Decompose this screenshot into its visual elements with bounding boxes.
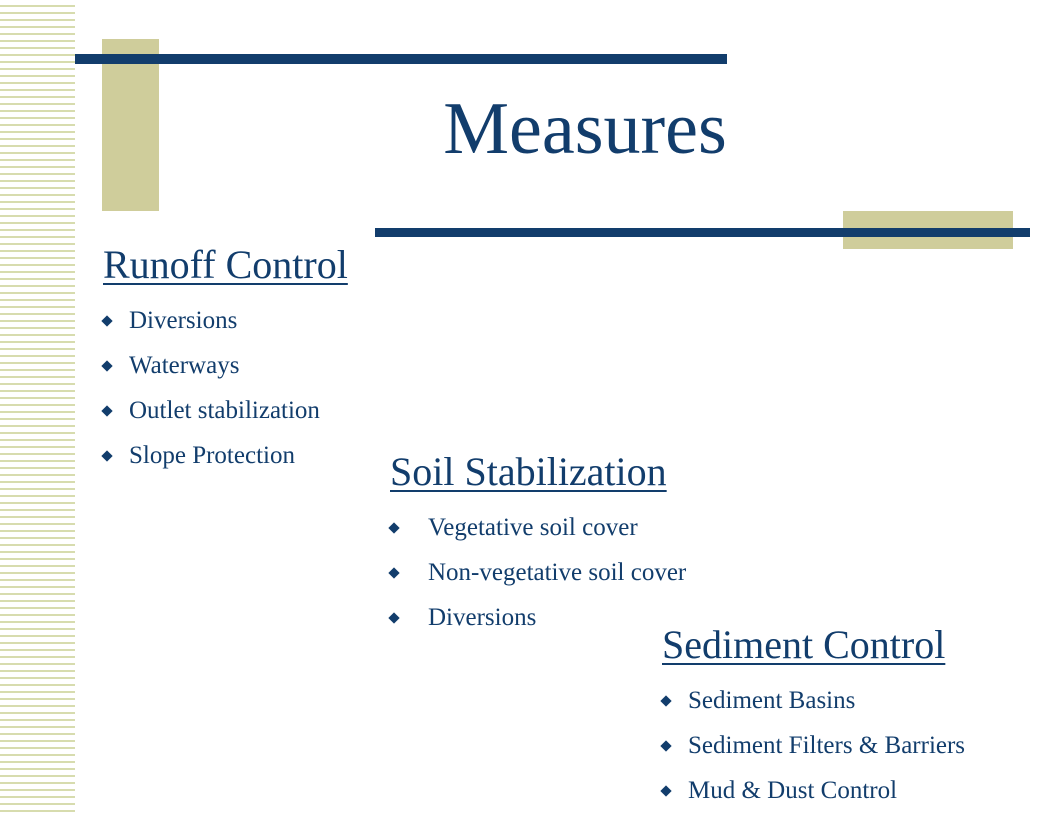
diamond-bullet-icon — [388, 612, 399, 623]
list-item-label: Slope Protection — [129, 441, 295, 469]
list-item-label: Sediment Basins — [688, 686, 856, 714]
soil-stabilization-list — [390, 505, 686, 640]
runoff-control-section — [103, 242, 348, 478]
diamond-bullet-icon — [101, 405, 112, 416]
list-item — [103, 433, 348, 478]
list-item — [662, 678, 965, 723]
list-item — [662, 768, 965, 813]
decorative-vertical-accent-bar — [102, 39, 159, 211]
list-item — [103, 388, 348, 433]
list-item-label: Sediment Filters & Barriers — [688, 731, 966, 759]
diamond-bullet-icon — [101, 450, 112, 461]
sediment-control-list — [662, 678, 965, 813]
diamond-bullet-icon — [388, 522, 399, 533]
diamond-bullet-icon — [388, 567, 399, 578]
diamond-bullet-icon — [660, 695, 671, 706]
soil-stabilization-section — [390, 449, 687, 640]
section-heading-soil-stabilization: Soil Stabilization — [390, 449, 667, 494]
list-item — [103, 298, 348, 343]
list-item — [390, 505, 686, 550]
diamond-bullet-icon — [660, 740, 671, 751]
list-item — [662, 723, 965, 768]
list-item-label: Outlet stabilization — [129, 396, 320, 424]
decorative-top-rule — [75, 54, 727, 64]
section-heading-sediment-control: Sediment Control — [662, 622, 946, 667]
slide-title: Measures — [443, 88, 727, 170]
diamond-bullet-icon — [101, 315, 112, 326]
list-item-label: Diversions — [129, 306, 238, 334]
list-item — [390, 550, 686, 595]
diamond-bullet-icon — [660, 785, 671, 796]
list-item — [103, 343, 348, 388]
runoff-control-list — [103, 298, 348, 478]
sediment-control-section — [662, 622, 966, 813]
decorative-bottom-rule — [375, 228, 1030, 237]
list-item-label: Mud & Dust Control — [688, 776, 898, 804]
list-item-label: Waterways — [129, 351, 240, 379]
left-stripe-decoration — [0, 0, 75, 816]
diamond-bullet-icon — [101, 360, 112, 371]
list-item — [390, 595, 686, 640]
list-item-label: Non-vegetative soil cover — [428, 558, 687, 586]
list-item-label: Vegetative soil cover — [428, 513, 638, 541]
section-heading-runoff-control: Runoff Control — [103, 242, 348, 287]
list-item-label: Diversions — [428, 603, 537, 631]
